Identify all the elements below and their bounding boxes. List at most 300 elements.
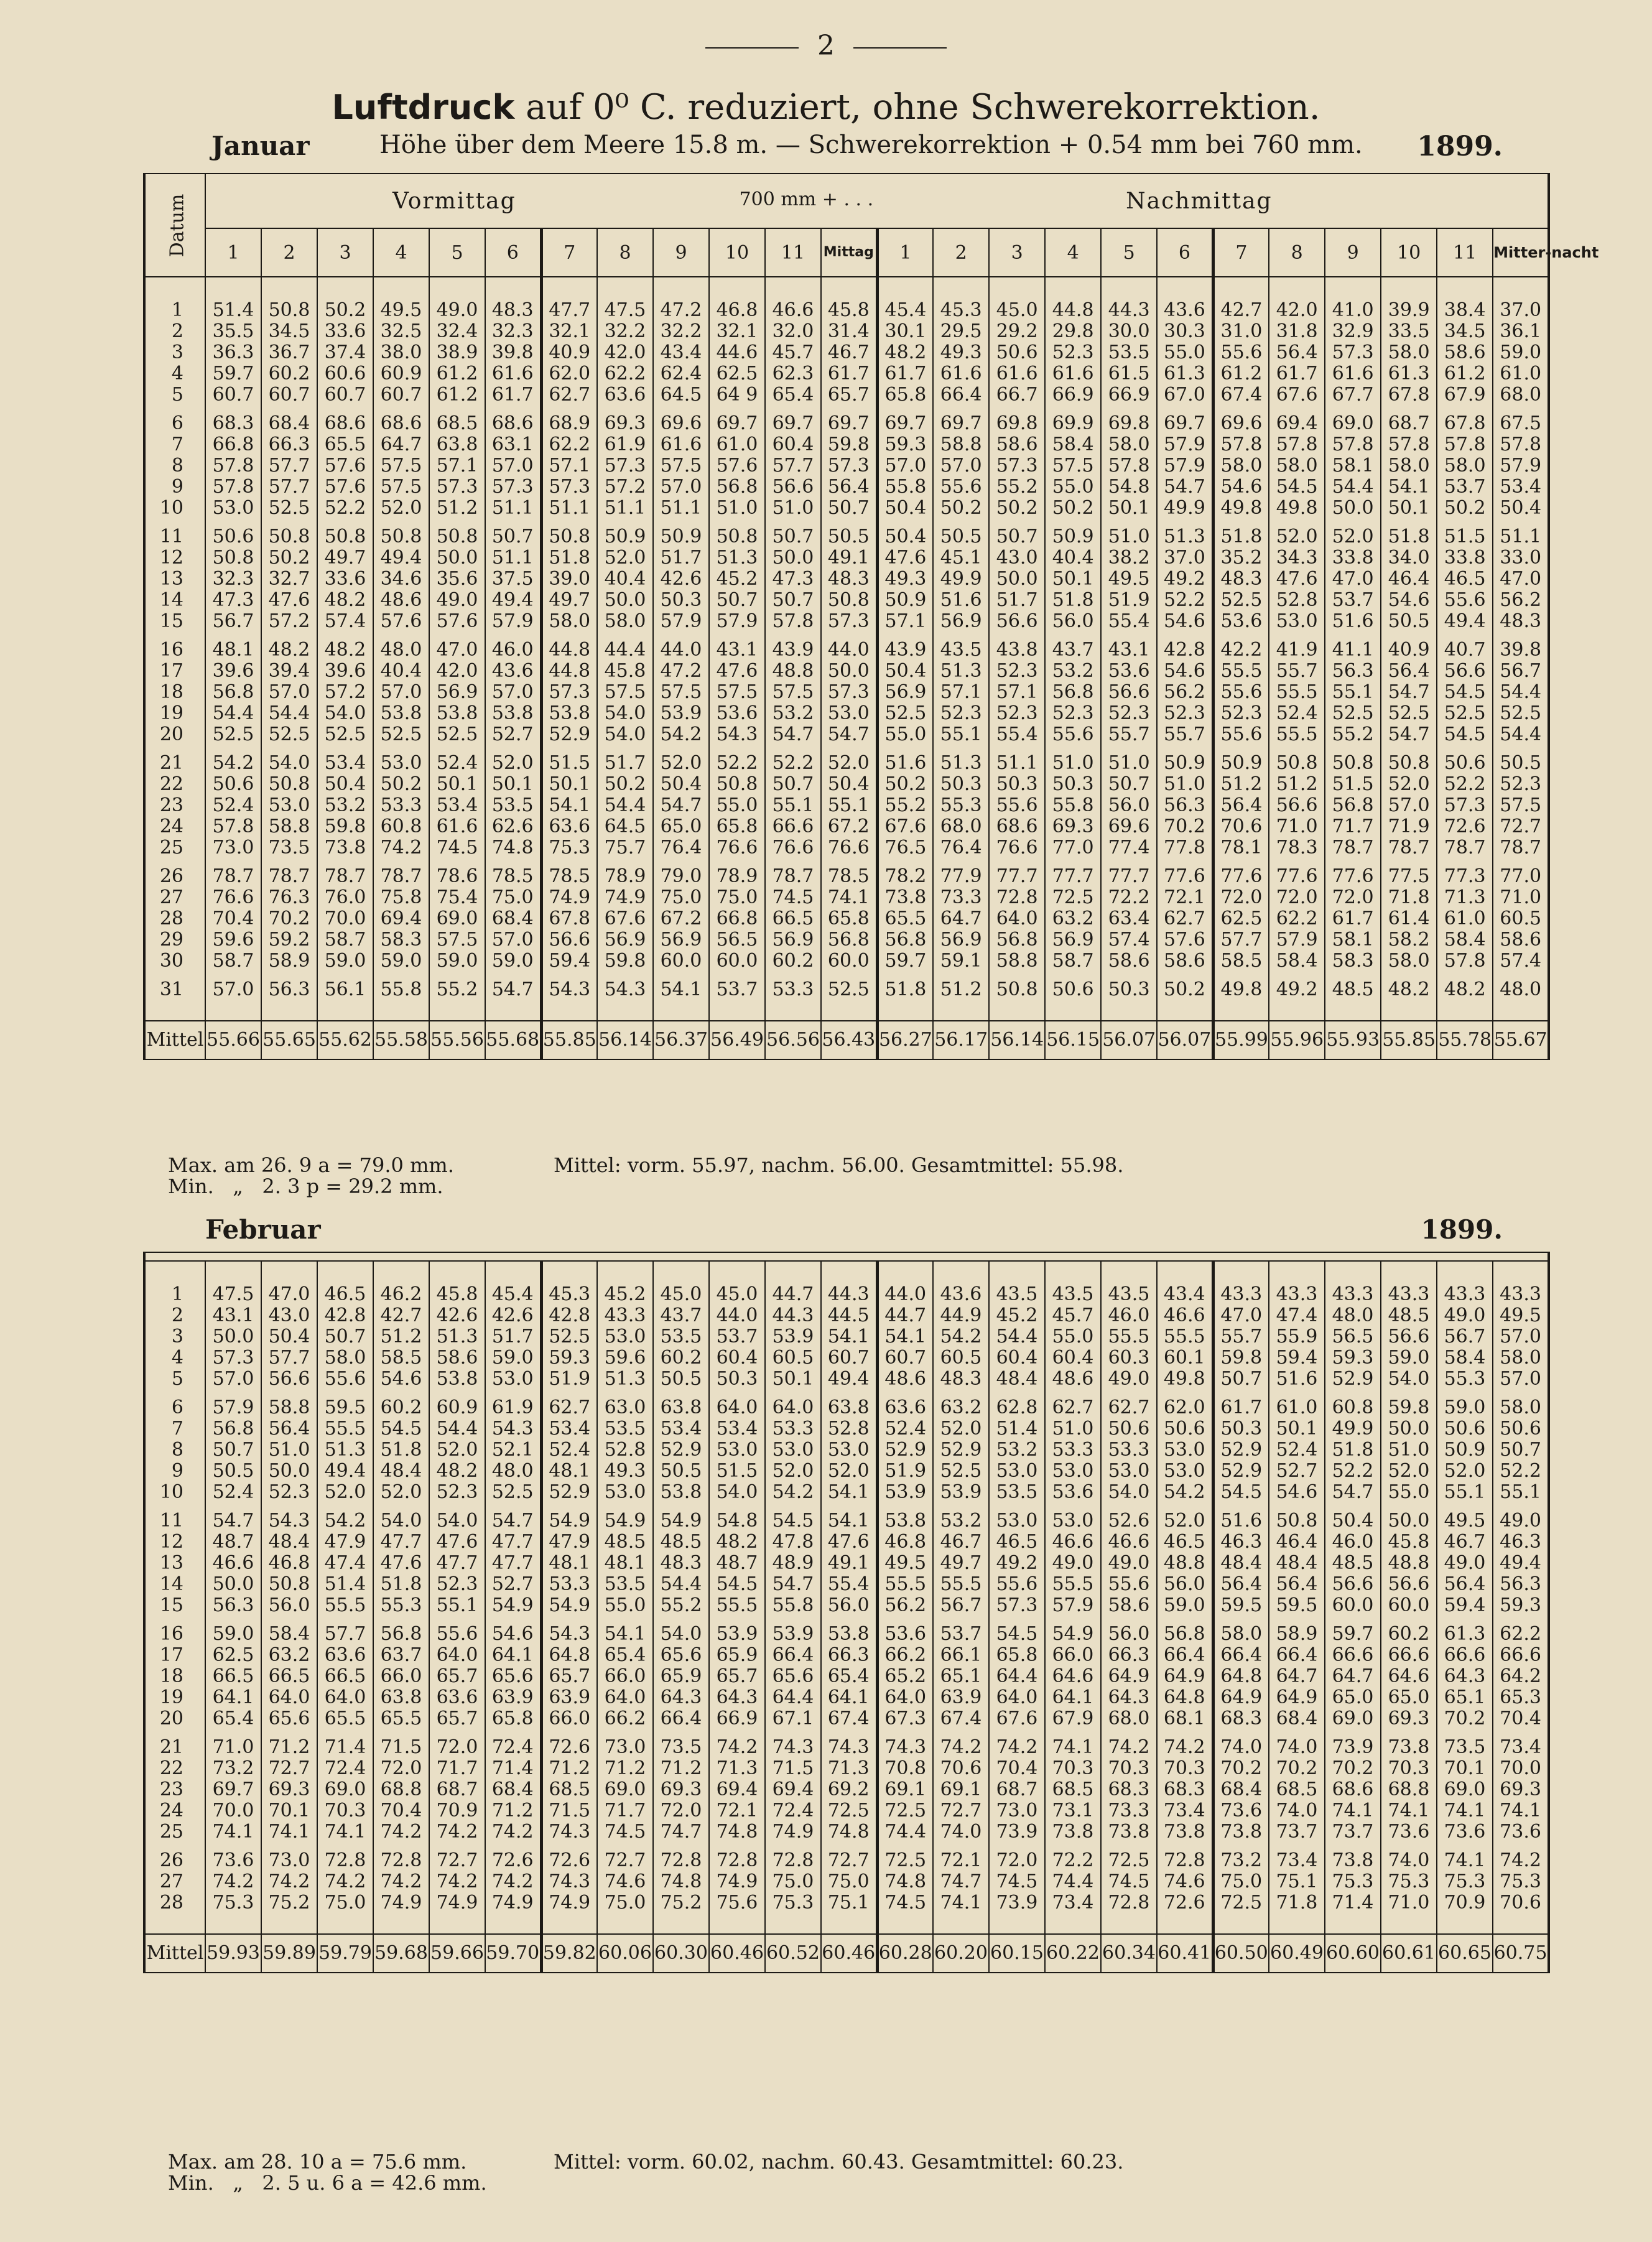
value-cell: 72.7 [261, 1758, 317, 1779]
value-cell: 48.2 [709, 1532, 765, 1553]
value-cell: 42.6 [485, 1305, 541, 1326]
value-cell: 54.7 [1157, 477, 1213, 498]
value-cell: 71.8 [1269, 1892, 1325, 1934]
value-cell: 44.3 [821, 1261, 877, 1305]
value-cell: 50.6 [1493, 1418, 1549, 1440]
value-cell: 54.5 [989, 1616, 1045, 1645]
value-cell: 51.6 [1213, 1503, 1269, 1532]
value-cell: 34.5 [261, 321, 317, 342]
value-cell: 50.8 [1325, 745, 1381, 774]
value-cell: 71.4 [317, 1729, 373, 1758]
value-cell: 55.6 [933, 477, 989, 498]
value-cell: 51.8 [1381, 519, 1437, 547]
value-cell: 74.2 [1101, 1729, 1157, 1758]
mittel-value: 55.93 [1325, 1021, 1381, 1059]
value-cell: 74.5 [765, 887, 821, 908]
mittel-value: 60.46 [821, 1934, 877, 1973]
value-cell: 49.9 [1157, 498, 1213, 519]
value-cell: 74.5 [989, 1871, 1045, 1892]
value-cell: 57.8 [765, 611, 821, 632]
value-cell: 65.4 [597, 1645, 653, 1666]
value-cell: 50.2 [933, 498, 989, 519]
value-cell: 68.9 [541, 406, 597, 434]
value-cell: 58.8 [933, 434, 989, 455]
value-cell: 51.2 [429, 498, 485, 519]
value-cell: 70.8 [877, 1758, 933, 1779]
value-cell: 54.4 [1493, 682, 1549, 703]
value-cell: 49.8 [1157, 1369, 1213, 1390]
value-cell: 48.4 [989, 1369, 1045, 1390]
value-cell: 50.7 [317, 1326, 373, 1347]
mittel-value: 55.67 [1493, 1021, 1549, 1059]
value-cell: 74.5 [877, 1892, 933, 1934]
value-cell: 59.8 [317, 816, 373, 837]
value-cell: 48.4 [1213, 1553, 1269, 1574]
value-cell: 62.4 [653, 363, 709, 384]
value-cell: 45.8 [821, 277, 877, 321]
value-cell: 54.4 [1493, 724, 1549, 745]
value-cell: 74.0 [1381, 1843, 1437, 1871]
value-cell: 49.0 [1045, 1553, 1101, 1574]
day-cell: 9 [144, 477, 205, 498]
value-cell: 52.3 [429, 1574, 485, 1595]
value-cell: 55.2 [877, 795, 933, 816]
value-cell: 50.6 [1437, 1418, 1493, 1440]
value-cell: 56.1 [317, 972, 373, 1021]
value-cell: 74.2 [205, 1871, 261, 1892]
value-cell: 48.5 [597, 1532, 653, 1553]
value-cell: 45.3 [933, 277, 989, 321]
value-cell: 50.3 [989, 774, 1045, 795]
value-cell: 69.0 [317, 1779, 373, 1800]
value-cell: 78.2 [877, 858, 933, 887]
value-cell: 42.7 [373, 1305, 429, 1326]
value-cell: 50.3 [653, 590, 709, 611]
value-cell: 63.9 [485, 1687, 541, 1708]
value-cell: 64.2 [1493, 1666, 1549, 1687]
value-cell: 64.7 [1325, 1666, 1381, 1687]
value-cell: 74.2 [933, 1729, 989, 1758]
hour-pm-1: 1 [877, 228, 933, 277]
value-cell: 55.5 [1157, 1326, 1213, 1347]
value-cell: 43.6 [1157, 277, 1213, 321]
value-cell: 57.9 [1157, 434, 1213, 455]
value-cell: 56.8 [205, 1418, 261, 1440]
value-cell: 47.6 [709, 661, 765, 682]
value-cell: 61.7 [1325, 908, 1381, 929]
value-cell: 60.0 [653, 951, 709, 972]
value-cell: 48.0 [485, 1461, 541, 1482]
value-cell: 31.0 [1213, 321, 1269, 342]
value-cell: 56.7 [1437, 1326, 1493, 1347]
value-cell: 53.0 [709, 1440, 765, 1461]
januar-year: 1899. [1417, 131, 1503, 162]
value-cell: 62.3 [765, 363, 821, 384]
value-cell: 32.2 [597, 321, 653, 342]
value-cell: 73.9 [1325, 1729, 1381, 1758]
value-cell: 32.7 [261, 569, 317, 590]
day-cell: 14 [144, 1574, 205, 1595]
value-cell: 50.0 [821, 661, 877, 682]
value-cell: 50.1 [1269, 1418, 1325, 1440]
value-cell: 57.5 [429, 929, 485, 951]
value-cell: 66.5 [205, 1666, 261, 1687]
value-cell: 43.9 [765, 632, 821, 661]
value-cell: 50.4 [1325, 1503, 1381, 1532]
value-cell: 57.9 [709, 611, 765, 632]
value-cell: 48.9 [765, 1553, 821, 1574]
table-row [144, 1503, 1549, 1532]
value-cell: 42.6 [653, 569, 709, 590]
mittel-value: 60.34 [1101, 1934, 1157, 1973]
value-cell: 47.7 [485, 1532, 541, 1553]
value-cell: 55.8 [373, 972, 429, 1021]
value-cell: 78.7 [1493, 837, 1549, 858]
value-cell: 58.6 [1101, 951, 1157, 972]
value-cell: 70.0 [317, 908, 373, 929]
value-cell: 52.2 [1437, 774, 1493, 795]
value-cell: 53.3 [765, 972, 821, 1021]
value-cell: 67.0 [1157, 384, 1213, 406]
value-cell: 74.3 [877, 1729, 933, 1758]
value-cell: 50.1 [485, 774, 541, 795]
value-cell: 67.2 [821, 816, 877, 837]
value-cell: 53.0 [1157, 1461, 1213, 1482]
day-cell: 27 [144, 1871, 205, 1892]
value-cell: 57.7 [317, 1616, 373, 1645]
value-cell: 61.6 [1325, 363, 1381, 384]
value-cell: 63.4 [1101, 908, 1157, 929]
value-cell: 58.1 [1325, 455, 1381, 477]
value-cell: 69.7 [821, 406, 877, 434]
value-cell: 67.4 [1213, 384, 1269, 406]
value-cell: 65.8 [821, 908, 877, 929]
value-cell: 54.1 [877, 1326, 933, 1347]
value-cell: 74.3 [541, 1821, 597, 1843]
value-cell: 73.6 [1381, 1821, 1437, 1843]
value-cell: 75.0 [597, 1892, 653, 1934]
value-cell: 71.7 [429, 1758, 485, 1779]
value-cell: 40.9 [541, 342, 597, 363]
value-cell: 53.7 [1325, 590, 1381, 611]
value-cell: 57.8 [1269, 434, 1325, 455]
subtitle: Höhe über dem Meere 15.8 m. — Schwerekorrektion + 0.54 mm bei 760 mm. [379, 131, 1363, 159]
table-row [144, 1616, 1549, 1645]
value-cell: 68.5 [541, 1779, 597, 1800]
day-cell: 1 [144, 277, 205, 321]
value-cell: 65.7 [541, 1666, 597, 1687]
value-cell: 68.7 [1381, 406, 1437, 434]
value-cell: 52.0 [1325, 519, 1381, 547]
value-cell: 55.6 [1437, 590, 1493, 611]
value-cell: 56.8 [1157, 1616, 1213, 1645]
value-cell: 75.0 [653, 887, 709, 908]
value-cell: 39.0 [541, 569, 597, 590]
value-cell: 78.7 [1437, 837, 1493, 858]
value-cell: 54.6 [1381, 590, 1437, 611]
value-cell: 77.7 [1101, 858, 1157, 887]
mittel-value: 55.85 [541, 1021, 597, 1059]
value-cell: 37.4 [317, 342, 373, 363]
value-cell: 66.9 [709, 1708, 765, 1729]
value-cell: 58.6 [429, 1347, 485, 1369]
value-cell: 70.4 [1493, 1708, 1549, 1729]
value-cell: 77.5 [1381, 858, 1437, 887]
value-cell: 44.6 [709, 342, 765, 363]
value-cell: 49.4 [1437, 611, 1493, 632]
value-cell: 52.9 [1213, 1440, 1269, 1461]
value-cell: 72.5 [1045, 887, 1101, 908]
value-cell: 73.0 [261, 1843, 317, 1871]
value-cell: 64.9 [1101, 1666, 1157, 1687]
mitternacht-header: Mitter-nacht [1493, 228, 1549, 277]
value-cell: 58.6 [1101, 1595, 1157, 1616]
value-cell: 58.4 [1269, 951, 1325, 972]
value-cell: 50.0 [205, 1574, 261, 1595]
value-cell: 49.3 [877, 569, 933, 590]
value-cell: 50.2 [261, 547, 317, 569]
day-cell: 13 [144, 1553, 205, 1574]
value-cell: 50.9 [1045, 519, 1101, 547]
value-cell: 53.2 [933, 1503, 989, 1532]
value-cell: 54.5 [709, 1574, 765, 1595]
value-cell: 60.3 [1101, 1347, 1157, 1369]
value-cell: 55.8 [877, 477, 933, 498]
value-cell: 53.9 [653, 703, 709, 724]
value-cell: 57.1 [429, 455, 485, 477]
value-cell: 47.6 [821, 1532, 877, 1553]
value-cell: 77.8 [1157, 837, 1213, 858]
day-cell: 23 [144, 795, 205, 816]
value-cell: 69.0 [1325, 406, 1381, 434]
value-cell: 49.4 [317, 1461, 373, 1482]
value-cell: 50.7 [765, 590, 821, 611]
value-cell: 65.1 [933, 1666, 989, 1687]
value-cell: 52.5 [877, 703, 933, 724]
value-cell: 47.9 [317, 1532, 373, 1553]
value-cell: 50.6 [1101, 1418, 1157, 1440]
value-cell: 52.3 [261, 1482, 317, 1503]
value-cell: 50.1 [765, 1369, 821, 1390]
value-cell: 48.8 [1381, 1553, 1437, 1574]
value-cell: 52.9 [877, 1440, 933, 1461]
value-cell: 46.6 [1045, 1532, 1101, 1553]
value-cell: 46.4 [1381, 569, 1437, 590]
value-cell: 45.0 [709, 1261, 765, 1305]
mittel-value: 56.17 [933, 1021, 989, 1059]
value-cell: 69.0 [597, 1779, 653, 1800]
value-cell: 71.0 [205, 1729, 261, 1758]
value-cell: 32.9 [1325, 321, 1381, 342]
value-cell: 60.7 [877, 1347, 933, 1369]
value-cell: 58.4 [1045, 434, 1101, 455]
value-cell: 69.3 [653, 1779, 709, 1800]
value-cell: 52.9 [541, 724, 597, 745]
value-cell: 37.0 [1493, 277, 1549, 321]
value-cell: 71.0 [1381, 1892, 1437, 1934]
value-cell: 76.6 [821, 837, 877, 858]
value-cell: 70.3 [1101, 1758, 1157, 1779]
value-cell: 40.4 [1045, 547, 1101, 569]
value-cell: 50.8 [541, 519, 597, 547]
value-cell: 54.2 [1157, 1482, 1213, 1503]
value-cell: 53.8 [821, 1616, 877, 1645]
value-cell: 58.8 [261, 1390, 317, 1418]
value-cell: 66.0 [373, 1666, 429, 1687]
value-cell: 38.2 [1101, 547, 1157, 569]
value-cell: 60.2 [261, 363, 317, 384]
value-cell: 49.4 [1493, 1553, 1549, 1574]
value-cell: 64.9 [1269, 1687, 1325, 1708]
value-cell: 45.7 [765, 342, 821, 363]
value-cell: 51.7 [989, 590, 1045, 611]
value-cell: 67.8 [1381, 384, 1437, 406]
value-cell: 55.5 [1101, 1326, 1157, 1347]
value-cell: 49.0 [1493, 1503, 1549, 1532]
value-cell: 57.3 [989, 1595, 1045, 1616]
value-cell: 74.8 [821, 1821, 877, 1843]
value-cell: 78.7 [317, 858, 373, 887]
value-cell: 49.1 [821, 1553, 877, 1574]
value-cell: 70.3 [1381, 1758, 1437, 1779]
value-cell: 52.4 [205, 795, 261, 816]
value-cell: 45.8 [1381, 1532, 1437, 1553]
value-cell: 69.3 [1045, 816, 1101, 837]
value-cell: 56.2 [1493, 590, 1549, 611]
value-cell: 58.4 [261, 1616, 317, 1645]
value-cell: 58.0 [1213, 1616, 1269, 1645]
value-cell: 58.3 [373, 929, 429, 951]
table-row [144, 277, 1549, 321]
value-cell: 56.2 [1157, 682, 1213, 703]
mittel-value: 56.37 [653, 1021, 709, 1059]
day-cell: 23 [144, 1779, 205, 1800]
table-row [144, 477, 1549, 498]
value-cell: 49.4 [485, 590, 541, 611]
day-cell: 14 [144, 590, 205, 611]
value-cell: 50.5 [1381, 611, 1437, 632]
value-cell: 57.7 [261, 455, 317, 477]
value-cell: 50.0 [205, 1326, 261, 1347]
value-cell: 61.7 [877, 363, 933, 384]
mittel-value: 60.15 [989, 1934, 1045, 1973]
value-cell: 55.7 [1157, 724, 1213, 745]
day-cell: 9 [144, 1461, 205, 1482]
value-cell: 50.8 [989, 972, 1045, 1021]
mittel-value: 56.14 [597, 1021, 653, 1059]
table-row [144, 1729, 1549, 1758]
value-cell: 47.6 [373, 1553, 429, 1574]
value-cell: 62.7 [541, 384, 597, 406]
day-cell: 3 [144, 342, 205, 363]
value-cell: 52.0 [821, 1461, 877, 1482]
value-cell: 50.2 [1437, 498, 1493, 519]
day-cell: 17 [144, 1645, 205, 1666]
value-cell: 55.6 [989, 1574, 1045, 1595]
value-cell: 60.5 [765, 1347, 821, 1369]
day-cell: 19 [144, 1687, 205, 1708]
value-cell: 56.6 [1381, 1326, 1437, 1347]
value-cell: 48.7 [709, 1553, 765, 1574]
value-cell: 67.9 [1045, 1708, 1101, 1729]
value-cell: 54.0 [597, 703, 653, 724]
value-cell: 58.0 [1493, 1390, 1549, 1418]
value-cell: 63.1 [485, 434, 541, 455]
value-cell: 78.1 [1213, 837, 1269, 858]
value-cell: 62.5 [205, 1645, 261, 1666]
value-cell: 67.8 [541, 908, 597, 929]
value-cell: 78.7 [261, 858, 317, 887]
value-cell: 55.2 [653, 1595, 709, 1616]
value-cell: 52.9 [933, 1440, 989, 1461]
value-cell: 63.2 [933, 1390, 989, 1418]
value-cell: 44.3 [765, 1305, 821, 1326]
value-cell: 66.8 [205, 434, 261, 455]
value-cell: 52.3 [933, 703, 989, 724]
value-cell: 52.3 [429, 1482, 485, 1503]
table-row [144, 1369, 1549, 1390]
value-cell: 74.4 [877, 1821, 933, 1843]
value-cell: 49.3 [597, 1461, 653, 1482]
value-cell: 52.0 [1381, 1461, 1437, 1482]
value-cell: 57.6 [373, 611, 429, 632]
value-cell: 48.3 [821, 569, 877, 590]
value-cell: 50.5 [653, 1461, 709, 1482]
value-cell: 61.3 [1381, 363, 1437, 384]
value-cell: 53.3 [541, 1574, 597, 1595]
value-cell: 68.0 [1493, 384, 1549, 406]
value-cell: 51.3 [933, 745, 989, 774]
value-cell: 48.6 [877, 1369, 933, 1390]
value-cell: 57.2 [317, 682, 373, 703]
value-cell: 50.4 [653, 774, 709, 795]
value-cell: 55.2 [429, 972, 485, 1021]
value-cell: 59.4 [1437, 1595, 1493, 1616]
value-cell: 56.9 [1045, 929, 1101, 951]
value-cell: 58.6 [989, 434, 1045, 455]
value-cell: 56.4 [821, 477, 877, 498]
value-cell: 57.9 [653, 611, 709, 632]
value-cell: 53.5 [989, 1482, 1045, 1503]
hour-pm-8: 8 [1269, 228, 1325, 277]
value-cell: 70.6 [933, 1758, 989, 1779]
value-cell: 49.0 [1101, 1553, 1157, 1574]
value-cell: 69.6 [653, 406, 709, 434]
value-cell: 62.0 [1157, 1390, 1213, 1418]
table-row [144, 1418, 1549, 1440]
value-cell: 78.5 [821, 858, 877, 887]
value-cell: 60.0 [1381, 1595, 1437, 1616]
value-cell: 36.1 [1493, 321, 1549, 342]
value-cell: 50.8 [1381, 745, 1437, 774]
value-cell: 39.9 [1381, 277, 1437, 321]
value-cell: 50.7 [1493, 1440, 1549, 1461]
mittel-value: 59.79 [317, 1934, 373, 1973]
value-cell: 52.5 [261, 498, 317, 519]
value-cell: 53.7 [933, 1616, 989, 1645]
value-cell: 51.0 [1045, 745, 1101, 774]
value-cell: 53.8 [653, 1482, 709, 1503]
value-cell: 48.2 [1437, 972, 1493, 1021]
value-cell: 73.4 [1045, 1892, 1101, 1934]
table-row [144, 724, 1549, 745]
value-cell: 57.8 [1213, 434, 1269, 455]
day-cell: 26 [144, 1843, 205, 1871]
value-cell: 70.0 [205, 1800, 261, 1821]
value-cell: 45.2 [709, 569, 765, 590]
value-cell: 47.7 [541, 277, 597, 321]
value-cell: 61.9 [597, 434, 653, 455]
